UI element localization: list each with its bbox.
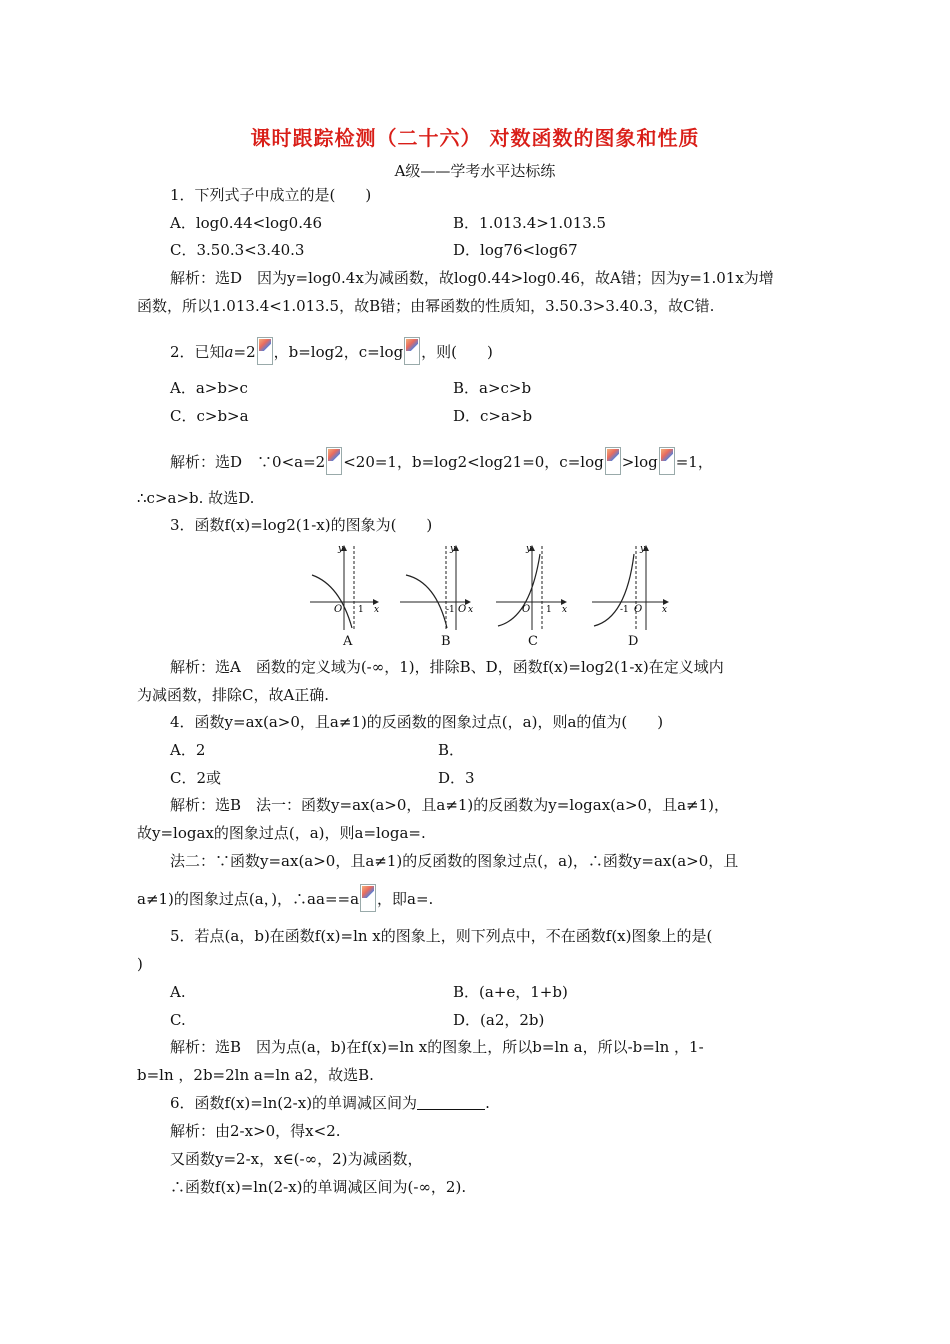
graph-d — [592, 544, 668, 630]
graph-a — [310, 544, 379, 630]
q3-solution-line2: 为减函数，排除C，故A正确. — [137, 686, 330, 704]
q2-stem-pre: 2．已知 — [170, 343, 225, 361]
q2-option-d: D．c>a>b — [453, 407, 533, 425]
q4-solution-line2: 故y=logax的图象过点(，a)，则a=loga=. — [137, 824, 426, 842]
q1-solution-line1: 解析：选D 因为y=log0.4x为减函数，故log0.44>log0.46，故A错；因为y=1.01x为增 — [170, 269, 774, 287]
q1-option-c: C．3.50.3<3.40.3 — [170, 241, 305, 259]
q5-stem-line2: ) — [137, 955, 143, 973]
q1-solution-line2: 函数，所以1.013.4<1.013.5，故B错；由幂函数的性质知，3.50.3>3.40.3，故C错. — [137, 297, 715, 315]
q4-sol4-post: ，即a=. — [377, 890, 434, 908]
graph-label-d: D — [628, 634, 639, 649]
svg-text:y: y — [338, 544, 344, 554]
q2-stem-post: ，则( ) — [421, 343, 493, 361]
q2-var-a: a — [224, 343, 234, 361]
q3-stem: 3．函数f(x)=log2(1-x)的图象为( ) — [170, 516, 433, 534]
q4-solution-line3: 法二：∵函数y=ax(a>0，且a≠1)的反函数的图象过点(，a)，∴函数y=ax(a>0，且 — [170, 852, 739, 870]
q2-option-b: B．a>c>b — [453, 379, 532, 397]
q2-sol-end: >log — [621, 453, 658, 471]
svg-text:x: x — [562, 605, 568, 615]
q6-stem-post: . — [485, 1094, 490, 1112]
q5-stem-line1: 5．若点(a，b)在函数f(x)=ln x的图象上，则下列点中，不在函数f(x)图象上的是( — [170, 927, 713, 945]
fraction-image-icon — [326, 447, 342, 475]
section-subtitle: A级——学考水平达标练 — [394, 162, 556, 180]
q2-solution-line2: ∴c>a>b. 故选D. — [137, 489, 255, 507]
q2-sol-tail: =1， — [675, 453, 713, 471]
svg-text:-1: -1 — [620, 605, 629, 615]
q6-stem — [170, 1093, 490, 1113]
q2-stem: 2．已知a=2 ，b=log2，c=log ，则( ) — [170, 337, 493, 365]
q3-graph-options — [300, 540, 680, 659]
graph-label-b: B — [441, 634, 451, 649]
q4-option-b: B． — [438, 741, 465, 759]
svg-text:O: O — [522, 604, 531, 615]
fraction-image-icon — [659, 447, 675, 475]
q2-solution-line1 — [170, 447, 713, 475]
q6-solution-line1: 解析：由2-x>0，得x<2. — [170, 1122, 341, 1140]
answer-blank[interactable] — [417, 1095, 485, 1110]
q2-sol-mid: <20=1，b=log2<log21=0，c=log — [343, 453, 604, 471]
q4-solution-line4 — [137, 884, 433, 912]
svg-text:O: O — [458, 604, 467, 615]
q5-option-c: C. — [170, 1011, 186, 1029]
q5-solution-line1: 解析：选B 因为点(a，b)在f(x)=ln x的图象上，所以b=ln a，所以-b=ln ，1- — [170, 1038, 704, 1056]
q2-stem-b: ，b=log2，c=log — [273, 343, 404, 361]
q6-solution-line2: 又函数y=2-x，x∈(-∞，2)为减函数， — [170, 1150, 423, 1168]
svg-text:-1: -1 — [446, 605, 455, 615]
svg-text:y: y — [526, 544, 532, 554]
q4-solution-line1: 解析：选B 法一：函数y=ax(a>0，且a≠1)的反函数为y=logax(a>0，且a≠1)， — [170, 796, 729, 814]
graph-set — [300, 540, 680, 655]
graph-b — [400, 544, 473, 630]
q4-option-d: D．3 — [438, 769, 475, 787]
q6-stem-pre: 6．函数f(x)=ln(2-x)的单调减区间为 — [170, 1094, 418, 1112]
svg-text:1: 1 — [358, 605, 364, 615]
q5-option-a: A. — [170, 983, 186, 1001]
q2-option-a: A．a>b>c — [170, 379, 248, 397]
q6-solution-line3: ∴函数f(x)=ln(2-x)的单调减区间为(-∞，2). — [170, 1178, 467, 1196]
graph-label-a: A — [343, 634, 353, 649]
q5-option-d: D．(a2，2b) — [453, 1011, 545, 1029]
svg-text:x: x — [468, 605, 474, 615]
q5-option-b: B．(a+e，1+b) — [453, 983, 568, 1001]
svg-text:x: x — [374, 605, 380, 615]
svg-text:O: O — [634, 604, 643, 615]
fraction-image-icon — [404, 337, 420, 365]
q4-option-c: C．2或 — [170, 769, 222, 787]
q1-stem: 1．下列式子中成立的是( ) — [170, 186, 372, 204]
svg-text:x: x — [662, 605, 668, 615]
fraction-image-icon — [257, 337, 273, 365]
q1-option-d: D．log76<log67 — [453, 241, 578, 259]
q4-sol4-pre: a≠1)的图象过点(a，)，∴aa==a — [137, 890, 360, 908]
fraction-image-icon — [605, 447, 621, 475]
svg-text:1: 1 — [546, 605, 552, 615]
q1-option-a: A．log0.44<log0.46 — [170, 214, 323, 232]
svg-text:O: O — [334, 604, 343, 615]
page-title: 课时跟踪检测（二十六） 对数函数的图象和性质 — [250, 126, 700, 150]
q2-option-c: C．c>b>a — [170, 407, 249, 425]
q2-sol-pre: 解析：选D ∵0<a=2 — [170, 453, 326, 471]
graph-c — [496, 544, 567, 630]
q1-option-b: B．1.013.4>1.013.5 — [453, 214, 607, 232]
svg-text:y: y — [640, 544, 646, 554]
q4-stem: 4．函数y=ax(a>0，且a≠1)的反函数的图象过点(，a)，则a的值为( ) — [170, 713, 664, 731]
q3-solution-line1: 解析：选A 函数的定义域为(-∞，1)，排除B、D，函数f(x)=log2(1-x)在定义域内 — [170, 658, 724, 676]
q5-solution-line2: b=ln ，2b=2ln a=ln a2，故选B. — [137, 1066, 374, 1084]
svg-text:y: y — [450, 544, 456, 554]
graph-label-c: C — [528, 634, 538, 649]
fraction-image-icon — [360, 884, 376, 912]
q4-option-a: A．2 — [170, 741, 206, 759]
